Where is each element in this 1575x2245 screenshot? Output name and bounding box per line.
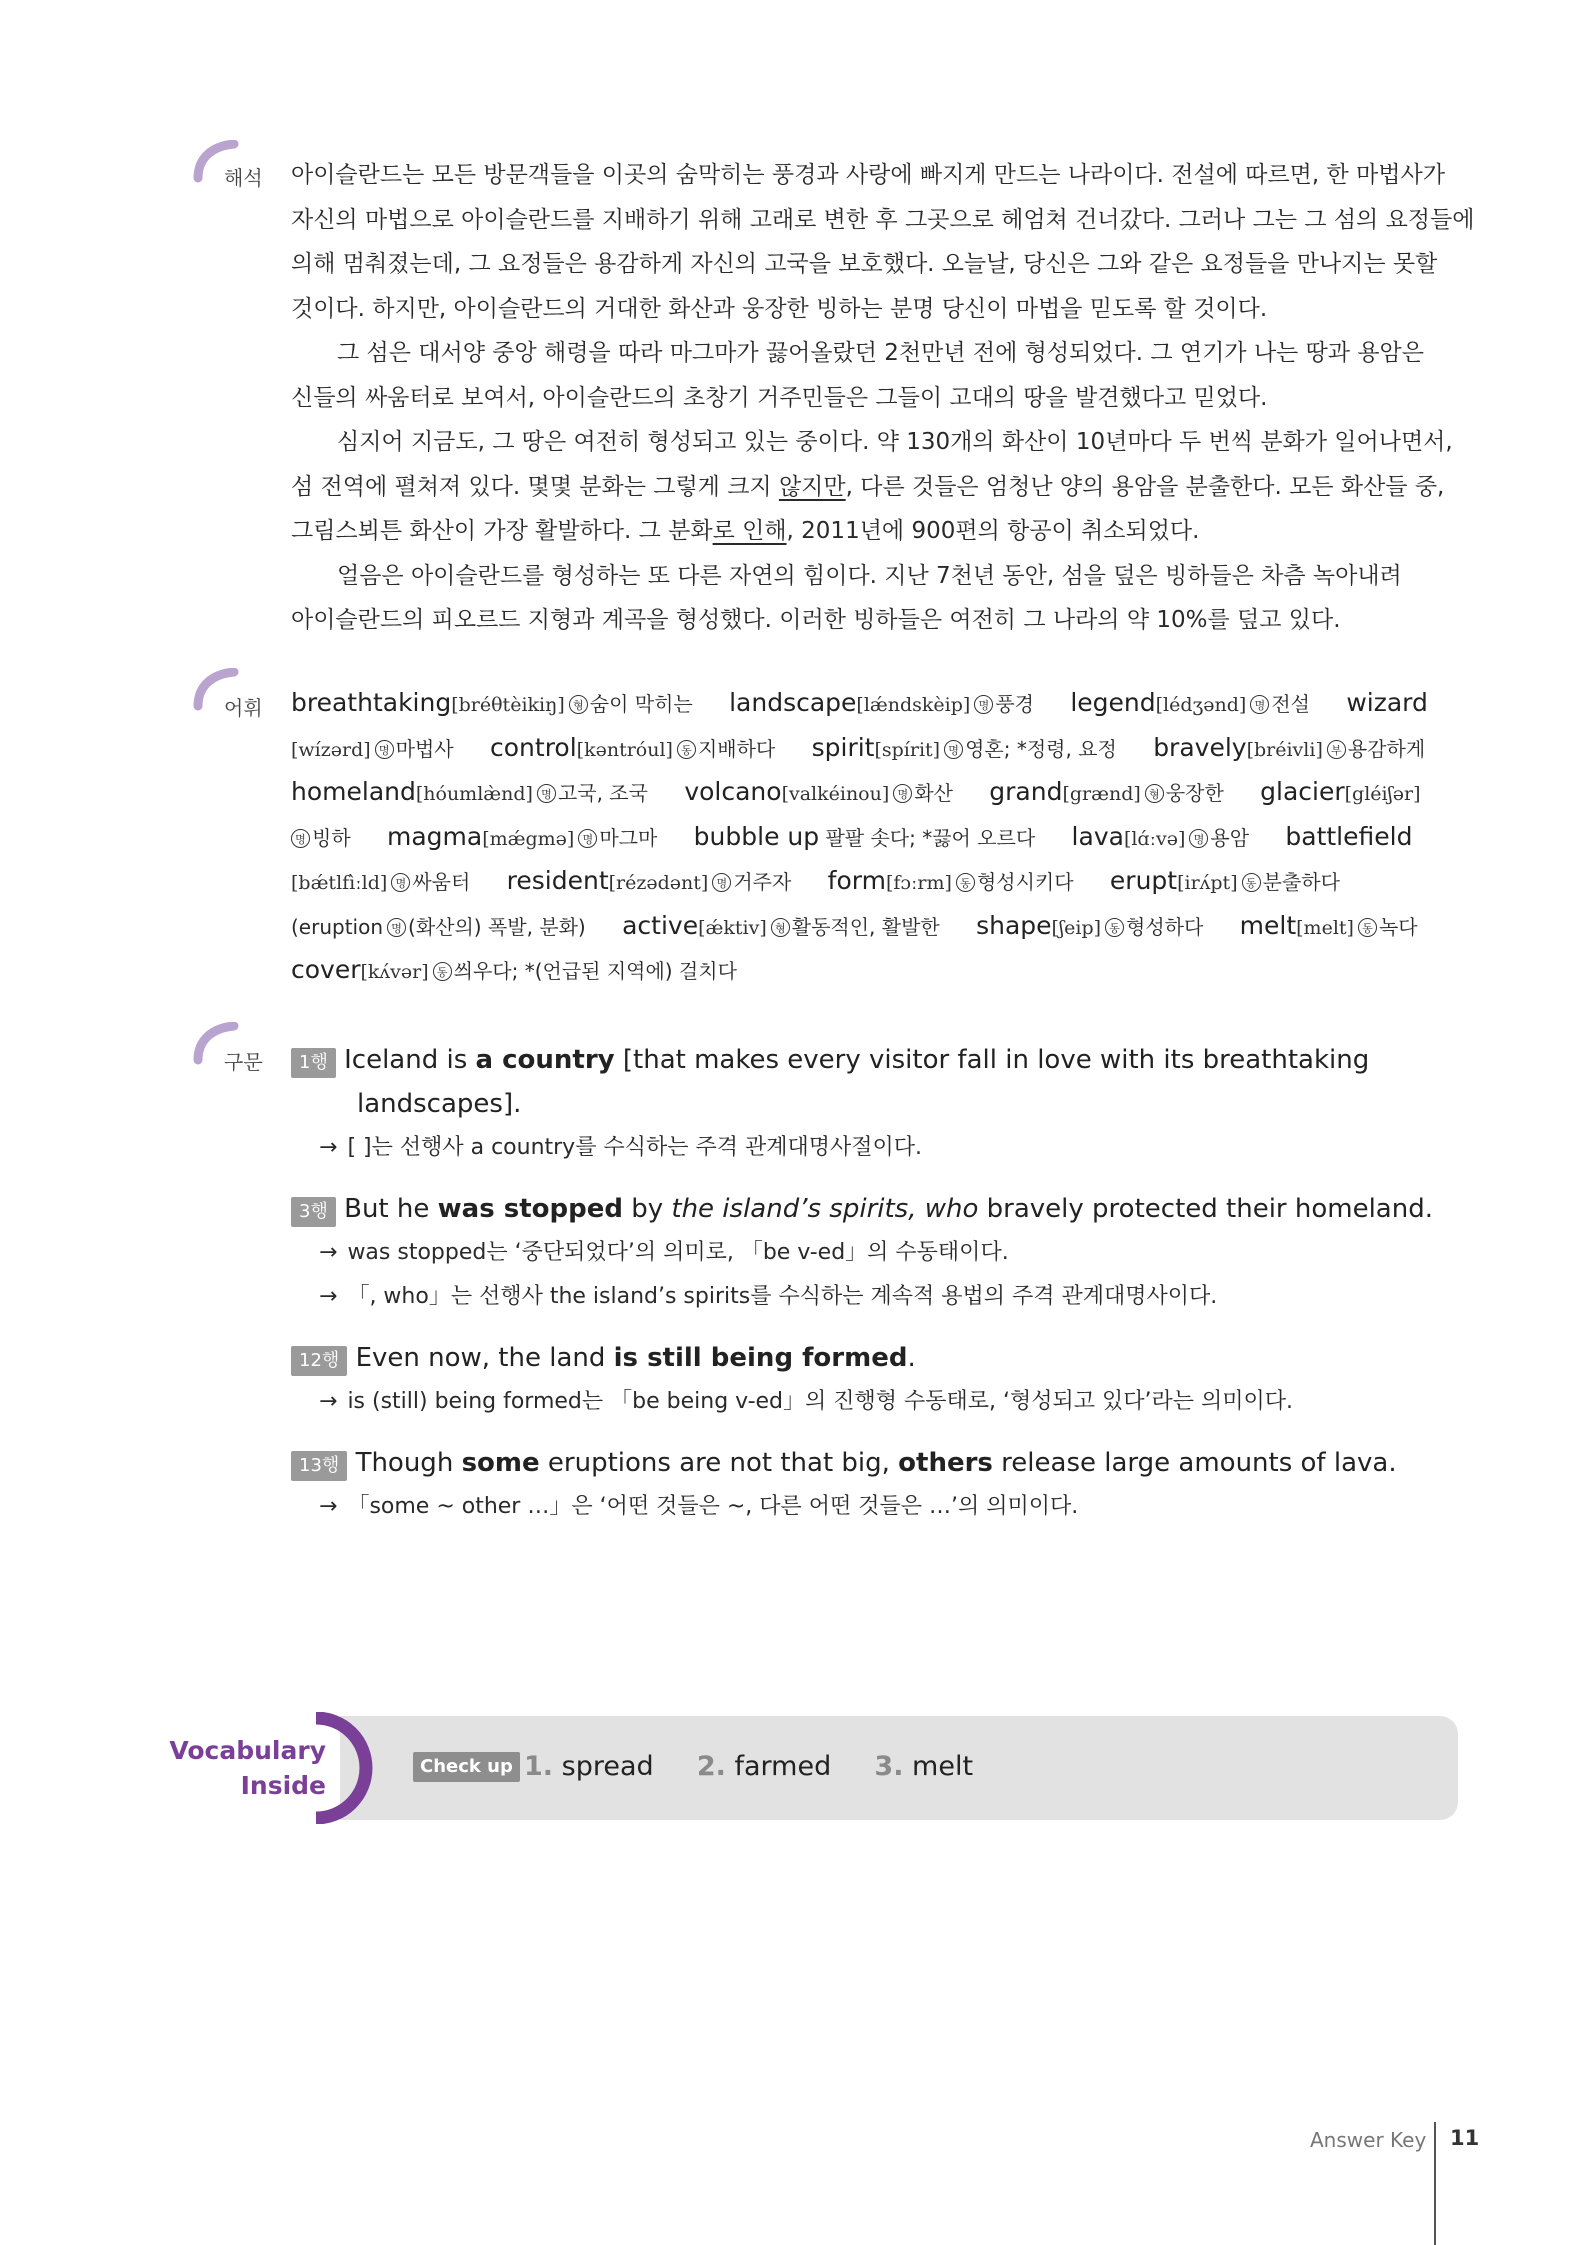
underlined-text: 로 인해 <box>712 518 787 544</box>
syntax-sentence <box>291 1038 1369 1082</box>
part-of-speech-badge: 명 <box>712 873 731 892</box>
interpretation-line: 의해 멈춰졌는데, 그 요정들은 용감하게 자신의 고국을 보호했다. 오늘날, 당신은 그와 같은 요정들을 만나지는 못할 <box>291 251 1438 277</box>
text-run: release large amounts of lava. <box>992 1448 1397 1478</box>
bold-text: some <box>461 1448 540 1478</box>
vocab-phonetic: [irʌ́pt] <box>1177 872 1238 894</box>
title-line: Inside <box>240 1771 326 1800</box>
syntax-item <box>291 1441 1397 1529</box>
vocab-phonetic: [bréθtèikiŋ] <box>451 694 565 716</box>
text-run: , 다른 것들은 엄청난 양의 용암을 분출한다. 모든 화산들 중, <box>845 473 1445 500</box>
part-of-speech-badge: 명 <box>387 918 406 937</box>
vocab-phonetic: [wízərd] <box>291 738 371 761</box>
vocab-phonetic: [kʌ́vər] <box>360 961 429 983</box>
vocab-meaning: 분출하다 <box>1262 870 1340 894</box>
syntax-sentence-continued: landscapes]. <box>357 1089 522 1119</box>
vocab-line <box>291 904 1428 949</box>
note-text: 「some ~ other …」은 ‘어떤 것들은 ~, 다른 어떤 것들은 …’의 의미이다. <box>347 1494 1079 1519</box>
text-run: 섬 전역에 펼쳐져 있다. 몇몇 분화는 그렇게 크지 <box>291 473 779 500</box>
vocab-word: battlefield <box>1285 821 1413 851</box>
page-number: 11 <box>1450 2126 1480 2150</box>
syntax-sentence <box>291 1336 1293 1380</box>
vocab-meaning: 숨이 막히는 <box>589 692 693 716</box>
vocab-meaning: 전설 <box>1271 692 1310 716</box>
vocab-meaning: 빙하 <box>312 825 351 850</box>
vocab-line <box>291 726 1428 771</box>
vocab-meaning: 지배하다 <box>697 736 776 761</box>
part-of-speech-badge: 형 <box>569 695 588 714</box>
vocab-word: control <box>490 732 577 762</box>
vocab-meaning: 거주자 <box>733 870 792 894</box>
vocab-word: erupt <box>1109 866 1178 895</box>
part-of-speech-badge: 형 <box>771 918 790 937</box>
text-run: [that makes every visitor fall in love with its breathtaking <box>614 1045 1370 1075</box>
arrow-icon: → <box>319 1240 338 1265</box>
line-number-badge: 13행 <box>291 1451 347 1481</box>
text-run: bravely protected their homeland. <box>978 1194 1433 1224</box>
vocab-line <box>291 815 1428 860</box>
part-of-speech-badge: 동 <box>1358 918 1377 937</box>
vocab-phonetic: [hóumlæ̀nd] <box>415 783 533 805</box>
text-run: Iceland is <box>344 1045 476 1075</box>
part-of-speech-badge: 동 <box>1242 873 1261 892</box>
part-of-speech-badge: 명 <box>291 829 310 848</box>
vocab-word: form <box>827 866 886 895</box>
vocab-word: active <box>622 910 699 940</box>
arrow-icon: → <box>319 1389 338 1414</box>
vocab-phonetic: [fɔːrm] <box>885 872 952 894</box>
part-of-speech-badge: 부 <box>1327 740 1346 759</box>
syntax-sentence <box>291 1441 1397 1485</box>
syntax-note <box>291 1231 1433 1275</box>
vocab-phonetic: [valkéinou] <box>781 783 890 805</box>
vocab-meaning: 활동적인, 활발한 <box>791 914 940 939</box>
interpretation-line: 아이슬란드는 모든 방문객들을 이곳의 숨막히는 풍경과 사랑에 빠지게 만드는 나라이다. 전설에 따르면, 한 마법사가 <box>291 162 1445 188</box>
vocab-meaning: 풍경 <box>995 692 1034 716</box>
interpretation-line: 그 섬은 대서양 중앙 해령을 따라 마그마가 끓어올랐던 2천만년 전에 형성되었다. 그 연기가 나는 땅과 용암은 <box>337 340 1424 366</box>
note-text: 「, who」는 선행사 the island’s spirits를 수식하는 계속적 용법의 주격 관계대명사이다. <box>347 1284 1218 1309</box>
text-run: . <box>907 1343 916 1373</box>
part-of-speech-badge: 동 <box>677 740 696 759</box>
vocab-phonetic: [gléiʃər] <box>1344 783 1421 805</box>
syntax-note <box>291 1380 1293 1424</box>
syntax-note <box>291 1126 1369 1170</box>
syntax-note <box>291 1275 1433 1319</box>
vocab-meaning: 용감하게 <box>1347 736 1426 761</box>
part-of-speech-badge: 동 <box>433 962 452 981</box>
part-of-speech-badge: 명 <box>974 695 993 714</box>
section-label-syntax: 구문 <box>224 1050 263 1074</box>
footer-label: Answer Key <box>1310 2128 1427 2152</box>
interpretation-line: 심지어 지금도, 그 땅은 여전히 형성되고 있는 중이다. 약 130개의 화산이 10년마다 두 번씩 분화가 일어나면서, <box>337 429 1453 455</box>
vocab-phonetic: [lɑ́ːvə] <box>1123 827 1186 850</box>
vocab-line <box>291 770 1428 815</box>
vocab-word: breathtaking <box>291 688 452 717</box>
part-of-speech-badge: 명 <box>893 784 912 803</box>
vocab-word: bravely <box>1153 732 1247 762</box>
interpretation-text <box>291 153 1474 643</box>
arrow-icon: → <box>319 1284 338 1309</box>
vocab-word: (eruption <box>291 914 384 939</box>
vocab-word: legend <box>1070 688 1156 717</box>
vocab-meaning: 씌우다; *(언급된 지역에) 걸치다 <box>453 959 737 983</box>
vocab-phonetic: [melt] <box>1296 916 1354 939</box>
italic-text: the island’s spirits, who <box>671 1194 979 1224</box>
vocab-phonetic: [spírit] <box>874 738 941 761</box>
line-number-badge: 12행 <box>291 1346 347 1376</box>
vocab-meaning: 영혼; *정령, 요정 <box>965 736 1117 761</box>
interpretation-line: 아이슬란드의 피오르드 지형과 계곡을 형성했다. 이러한 빙하들은 여전히 그 나라의 약 10%를 덮고 있다. <box>291 607 1341 633</box>
underlined-text: 않지만 <box>778 473 846 500</box>
arrow-icon: → <box>319 1135 338 1160</box>
syntax-sentence <box>291 1187 1433 1231</box>
interpretation-line: 얼음은 아이슬란드를 형성하는 또 다른 자연의 힘이다. 지난 7천년 동안, 섬을 덮은 빙하들은 차츰 녹아내려 <box>337 562 1402 589</box>
text-run: by <box>622 1194 672 1224</box>
answer-text: melt <box>912 1751 974 1782</box>
interpretation-line: 신들의 싸움터로 보여서, 아이슬란드의 초창기 거주민들은 그들이 고대의 땅을 발견했다고 믿었다. <box>291 384 1268 411</box>
vocab-meaning: 팔팔 솟다; *끓어 오르다 <box>825 825 1036 850</box>
answer-number: 2. <box>696 1751 726 1782</box>
vocab-meaning: 형성하다 <box>1126 914 1204 939</box>
vocab-phonetic: [ʃeip] <box>1051 916 1102 939</box>
vocabulary-inside-title <box>150 1733 326 1803</box>
section-label-vocabulary: 어휘 <box>224 696 263 720</box>
vocab-word: spirit <box>811 732 875 762</box>
vocab-phonetic: [rézədənt] <box>608 872 709 894</box>
vocab-phonetic: [mǽgmə] <box>482 827 575 850</box>
title-line: Vocabulary <box>169 1736 326 1765</box>
part-of-speech-badge: 동 <box>1105 918 1124 937</box>
vocab-word: grand <box>989 777 1063 806</box>
part-of-speech-badge: 명 <box>1189 829 1208 848</box>
vocab-meaning: 마법사 <box>395 736 454 761</box>
vocab-phonetic: [grænd] <box>1062 783 1141 805</box>
line-number-badge: 1행 <box>291 1048 336 1078</box>
vocab-meaning: 화산 <box>914 781 953 805</box>
syntax-item <box>291 1038 1369 1170</box>
vocab-line <box>291 681 1428 726</box>
vocab-meaning: 녹다 <box>1378 914 1418 939</box>
answer-text: spread <box>561 1751 654 1782</box>
vocab-word: shape <box>976 910 1052 940</box>
vocab-word: cover <box>291 955 361 984</box>
text-run: eruptions are not that big, <box>539 1448 899 1478</box>
vocab-word: melt <box>1239 910 1297 940</box>
vocab-word: magma <box>387 821 483 851</box>
vocab-word: resident <box>506 866 609 895</box>
vocab-word: wizard <box>1346 688 1428 717</box>
vocab-meaning: (화산의) 폭발, 분화) <box>408 914 586 939</box>
text-run: 그림스뵈튼 화산이 가장 활발하다. 그 분화 <box>291 518 713 544</box>
bold-text: was stopped <box>437 1194 623 1224</box>
footer-divider <box>1434 2122 1436 2245</box>
part-of-speech-badge: 동 <box>956 873 975 892</box>
vocab-word: lava <box>1071 821 1124 851</box>
syntax-item <box>291 1336 1293 1424</box>
part-of-speech-badge: 형 <box>1145 784 1164 803</box>
note-text: is (still) being formed는 「be being v-ed」의 진행형 수동태로, ‘형성되고 있다’라는 의미이다. <box>347 1389 1293 1414</box>
part-of-speech-badge: 명 <box>1250 695 1269 714</box>
interpretation-line: 자신의 마법으로 아이슬란드를 지배하기 위해 고래로 변한 후 그곳으로 헤엄쳐 건너갔다. 그러나 그는 그 섬의 요정들에 <box>291 206 1475 233</box>
syntax-item <box>291 1187 1433 1319</box>
vocab-phonetic: [lǽndskèip] <box>856 694 971 716</box>
part-of-speech-badge: 명 <box>391 873 410 892</box>
answer-number: 1. <box>524 1751 554 1782</box>
interpretation-line: 것이다. 하지만, 아이슬란드의 거대한 화산과 웅장한 빙하는 분명 당신이 마법을 믿도록 할 것이다. <box>291 295 1268 322</box>
note-text: was stopped는 ‘중단되었다’의 의미로, 「be v-ed」의 수동태이다. <box>347 1240 1009 1265</box>
vocabulary-list <box>291 681 1428 993</box>
vocab-word: glacier <box>1260 777 1345 806</box>
line-number-badge: 3행 <box>291 1197 336 1227</box>
vocab-word: bubble up <box>693 821 820 851</box>
note-text: [ ]는 선행사 a country를 수식하는 주격 관계대명사절이다. <box>347 1135 922 1160</box>
bold-text: is still being formed <box>613 1343 908 1373</box>
vocab-word: landscape <box>729 688 857 717</box>
part-of-speech-badge: 명 <box>578 829 597 848</box>
vocab-meaning: 싸움터 <box>412 870 471 894</box>
bold-text: a country <box>475 1045 615 1075</box>
text-run: Even now, the land <box>355 1343 614 1373</box>
part-of-speech-badge: 명 <box>944 740 963 759</box>
vocab-meaning: 웅장한 <box>1165 781 1224 805</box>
arrow-icon: → <box>319 1494 338 1519</box>
vocab-word: volcano <box>684 777 782 806</box>
interpretation-line <box>291 465 1474 510</box>
part-of-speech-badge: 명 <box>537 784 556 803</box>
vocab-phonetic: [bǽtlfìːld] <box>291 872 388 894</box>
vocab-phonetic: [lédʒənd] <box>1155 694 1247 716</box>
syntax-note <box>291 1485 1397 1529</box>
part-of-speech-badge: 명 <box>375 740 394 759</box>
vocab-line <box>291 859 1428 904</box>
vocab-meaning: 용암 <box>1210 825 1250 850</box>
vocab-meaning: 고국, 조국 <box>557 781 648 805</box>
vocab-meaning: 형성시키다 <box>976 870 1074 894</box>
interpretation-line <box>291 509 1474 554</box>
vocab-line <box>291 948 1428 993</box>
answer-text: farmed <box>734 1751 832 1782</box>
vocab-phonetic: [ǽktiv] <box>698 916 767 939</box>
text-run: Though <box>355 1448 462 1478</box>
section-label-interpretation: 해석 <box>224 166 263 190</box>
vocab-meaning: 마그마 <box>599 825 658 850</box>
answer-number: 3. <box>874 1751 904 1782</box>
bold-text: others <box>898 1448 993 1478</box>
vocab-word: homeland <box>291 777 416 806</box>
check-up-answers <box>524 1747 973 1787</box>
vocab-phonetic: [bréivli] <box>1246 738 1323 761</box>
vocab-phonetic: [kəntróul] <box>576 738 673 761</box>
check-up-badge: Check up <box>413 1752 520 1782</box>
text-run: But he <box>344 1194 438 1224</box>
text-run: , 2011년에 900편의 항공이 취소되었다. <box>786 518 1200 544</box>
